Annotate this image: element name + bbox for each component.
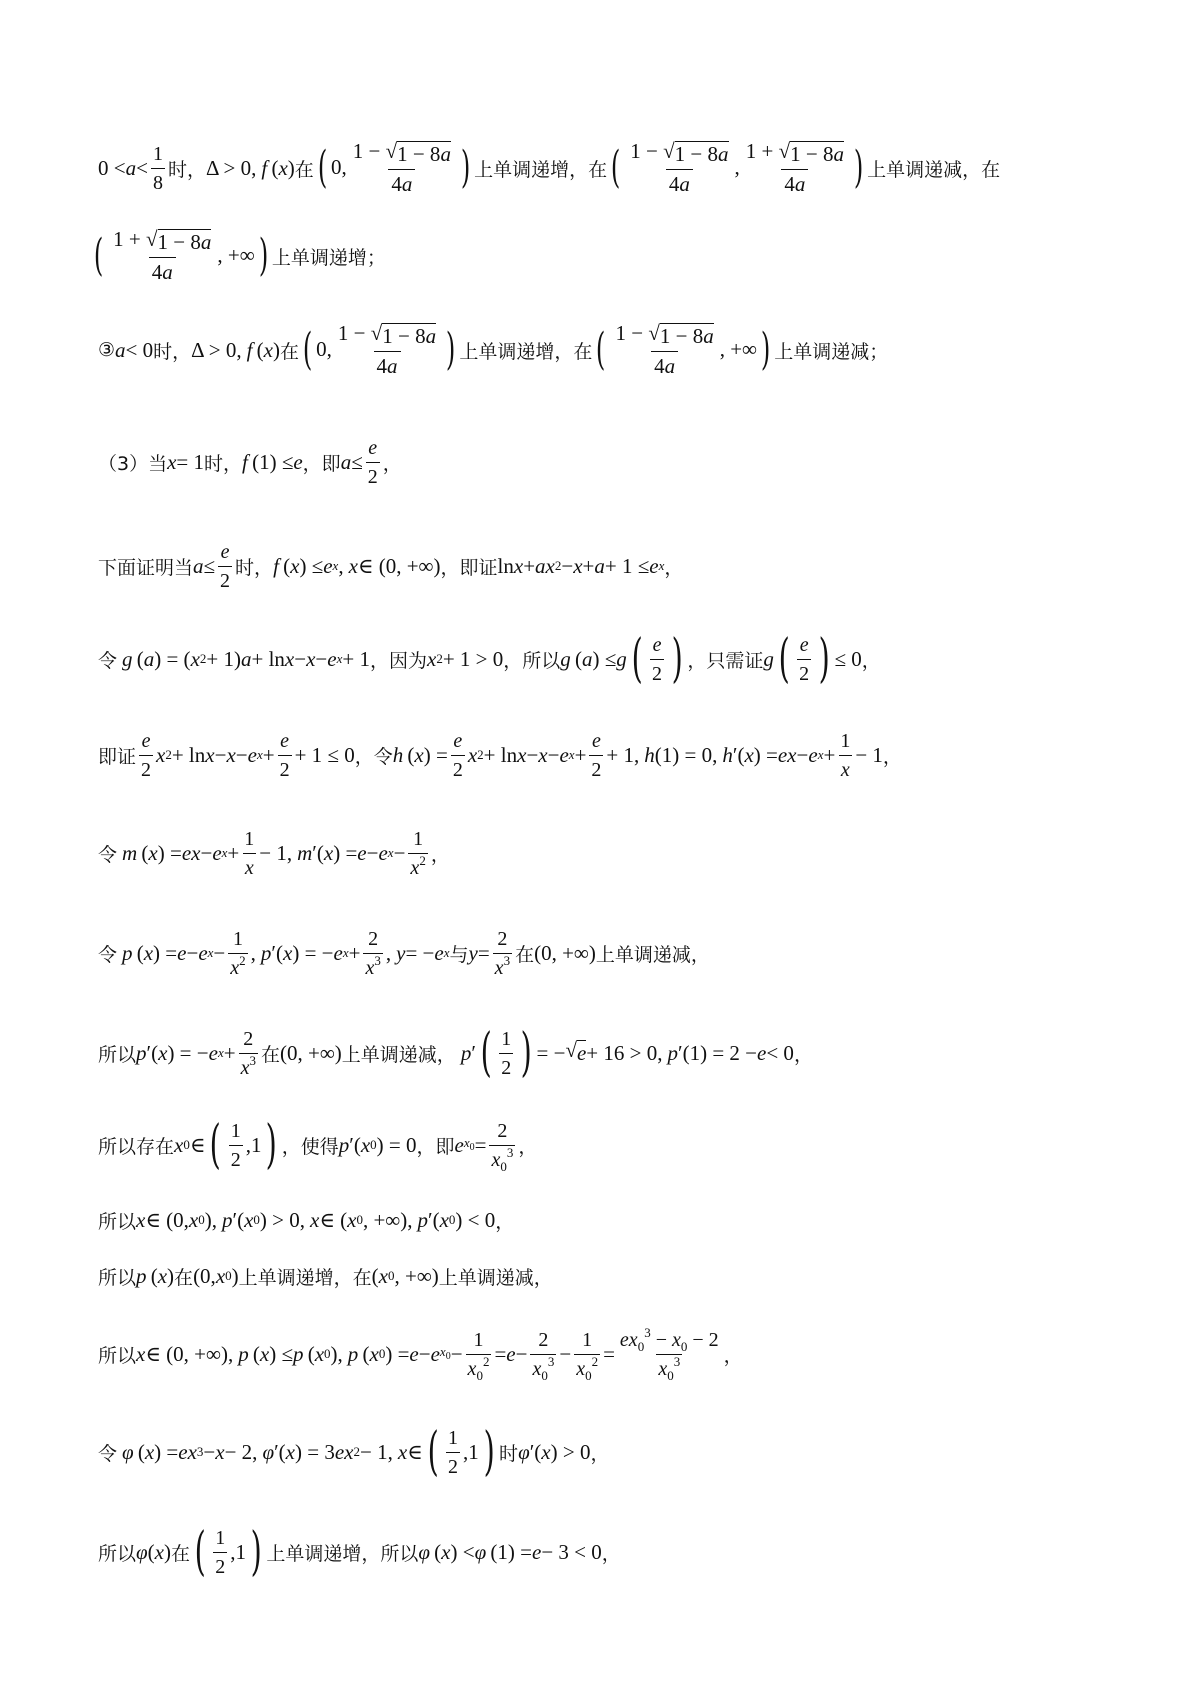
text: 在 <box>170 1542 190 1565</box>
text: 在 <box>515 943 535 966</box>
text: 时， <box>153 340 192 363</box>
text: 所以 <box>98 1266 137 1289</box>
line-case-a-between-0-and-eighth: 0 < a < 1 8 时， Δ > 0, f ( x ) 在 ( 0, 1 − √ 1 − 8a 4a ) 上单调递增，在 ( 1 − √ 1 − 8a 4a , 1 + √ 1 − 8a 4a ) 上单调递减，在 <box>98 138 1001 197</box>
text: 上单调递增，所以 <box>266 1542 419 1565</box>
line-define-h: 即证 e 2 x 2 + ln x − x − e x + e 2 + 1 ≤ 0 ，令 h ( x ) = e 2 x 2 + ln x − x − e x + e 2 + 1, h (1) = 0, h ′( x ) = ex − e x + 1 x − 1 ， <box>98 729 902 781</box>
text: 令 <box>98 843 118 866</box>
text: 上单调递减，在 <box>867 158 1001 181</box>
text: ，即证 <box>440 556 498 579</box>
text: ，所以 <box>503 649 561 672</box>
text: 时， <box>235 556 274 579</box>
text: 上单调递减； <box>774 340 889 363</box>
text: 令 <box>98 1442 118 1465</box>
text: 令 <box>98 649 118 672</box>
text: ，因为 <box>369 649 427 672</box>
line-define-p: 令 p ( x ) = e − e x − 1 $x^2$ , p ′( x ) = − e x + 2 $x^3$ , y = − e x 与 y = 2 $x^3$ 在 (0, +∞) 上单调递减， <box>98 927 710 979</box>
text: 上单调递减， <box>341 1043 456 1066</box>
line-p-monotonic: 所以 p ( x ) 在 (0, x 0 ) 上单调递增，在 ( x 0 , +∞) 上单调递减， <box>98 1263 553 1289</box>
text: 上单调递减， <box>438 1266 553 1289</box>
text: 上单调递减， <box>595 943 710 966</box>
line-exists-x0: 所以存在 x 0 ∈ ( 1 2 ,1 ) ，使得 p ′( x 0 ) = 0 ，即 e $x_0$ = 2 $x_0^3$ ， <box>98 1115 538 1175</box>
text: 令 <box>98 943 118 966</box>
text: 在 <box>260 1043 280 1066</box>
text: ，即 <box>416 1135 455 1158</box>
line-sign-of-p-prime: 所以 x ∈ (0, x 0 ), p ′( x 0 ) > 0, x ∈ ( x 0 , +∞), p ′( x 0 ) < 0 ， <box>98 1207 515 1233</box>
text: 所以 <box>98 1542 137 1565</box>
text: ， <box>793 1043 813 1066</box>
text: 所以存在 <box>98 1135 175 1158</box>
text: 所以 <box>98 1344 137 1367</box>
text: ， <box>590 1442 610 1465</box>
text: ， <box>430 843 450 866</box>
text: 所以 <box>98 1210 137 1233</box>
text: 时， <box>204 452 243 475</box>
text: 在 <box>294 158 314 181</box>
text: 时， <box>167 158 206 181</box>
text: ， <box>664 556 684 579</box>
text: ， <box>601 1542 621 1565</box>
text: 下面证明当 <box>98 556 194 579</box>
text: ， <box>861 649 881 672</box>
line-case-a-negative: ③ a < 0 时， Δ > 0, f ( x ) 在 ( 0, 1 − √ 1 − 8a 4a ) 上单调递增，在 ( 1 − √ 1 − 8a 4a , +∞ ) 上单调递减； <box>98 320 889 379</box>
text: 时 <box>499 1442 519 1465</box>
line-part-3: （3）当 x = 1 时， f (1) ≤ e ，即 a ≤ e 2 ， <box>98 436 402 488</box>
circled-number-3: ③ <box>98 339 116 361</box>
text: 上单调递增； <box>271 246 386 269</box>
line-prove-statement: 下面证明当 a ≤ e 2 时， f ( x ) ≤ e x , x ∈ (0, +∞) ，即证 ln x + ax 2 − x + a + 1 ≤ e x ， <box>98 540 684 592</box>
line-increasing-tail: ( 1 + √ 1 − 8a 4a , +∞ ) 上单调递增； <box>93 226 386 285</box>
text: 上单调递增，在 <box>474 158 608 181</box>
text: 即证 <box>98 745 137 768</box>
text: 上单调递增，在 <box>238 1266 372 1289</box>
text: ， <box>723 1344 743 1367</box>
line-define-g: 令 g ( a ) = ( x 2 + 1) a + ln x − x − e x + 1 ，因为 x 2 + 1 > 0 ，所以 g ( a ) ≤ g ( e 2 ) ，只需证 g ( e 2 ) ≤ 0 ， <box>98 629 881 689</box>
text: ，令 <box>354 745 393 768</box>
text: ， <box>882 745 902 768</box>
text: ，使得 <box>281 1135 339 1158</box>
text: ， <box>382 452 402 475</box>
text: 在 <box>279 340 299 363</box>
text: ，即 <box>302 452 341 475</box>
text: ， <box>495 1210 515 1233</box>
text: 所以 <box>98 1043 137 1066</box>
text: 在 <box>174 1266 194 1289</box>
text: ， <box>518 1135 538 1158</box>
line-p-max: 所以 x ∈ (0, +∞), p ( x ) ≤ p ( x 0 ), p ( x 0 ) = e − e $x_0$ − 1 $x_0^2$ = e − 2 $x_0^3$ − 1 $x_0^2$ = $ex_0^3 - x_0 - 2$ $x_0^3$ ， <box>98 1324 743 1383</box>
line-define-phi: 令 φ ( x ) = ex 3 − x − 2, φ ′( x ) = 3 ex 2 − 1, x ∈ ( 1 2 ,1 ) 时 φ ′( x ) > 0 ， <box>98 1422 610 1482</box>
text: 与 <box>449 943 469 966</box>
line-define-m: 令 m ( x ) = ex − e x + 1 x − 1, m ′( x ) = e − e x − 1 $x^2$ ， <box>98 827 450 879</box>
line-phi-conclusion: 所以 φ ( x ) 在 ( 1 2 ,1 ) 上单调递增，所以 φ ( x ) < φ (1) = e − 3 < 0 ， <box>98 1522 621 1582</box>
text: 上单调递增，在 <box>459 340 593 363</box>
line-p-prime-decreasing: 所以 p ′( x ) = − e x + 2 $x^3$ 在 (0, +∞) 上单调递减， p ′ ( 1 2 ) = − √ e + 16 > 0, p ′(1) = 2 − e < 0 ， <box>98 1023 813 1083</box>
text: ，只需证 <box>687 649 764 672</box>
text: （3）当 <box>98 452 168 475</box>
